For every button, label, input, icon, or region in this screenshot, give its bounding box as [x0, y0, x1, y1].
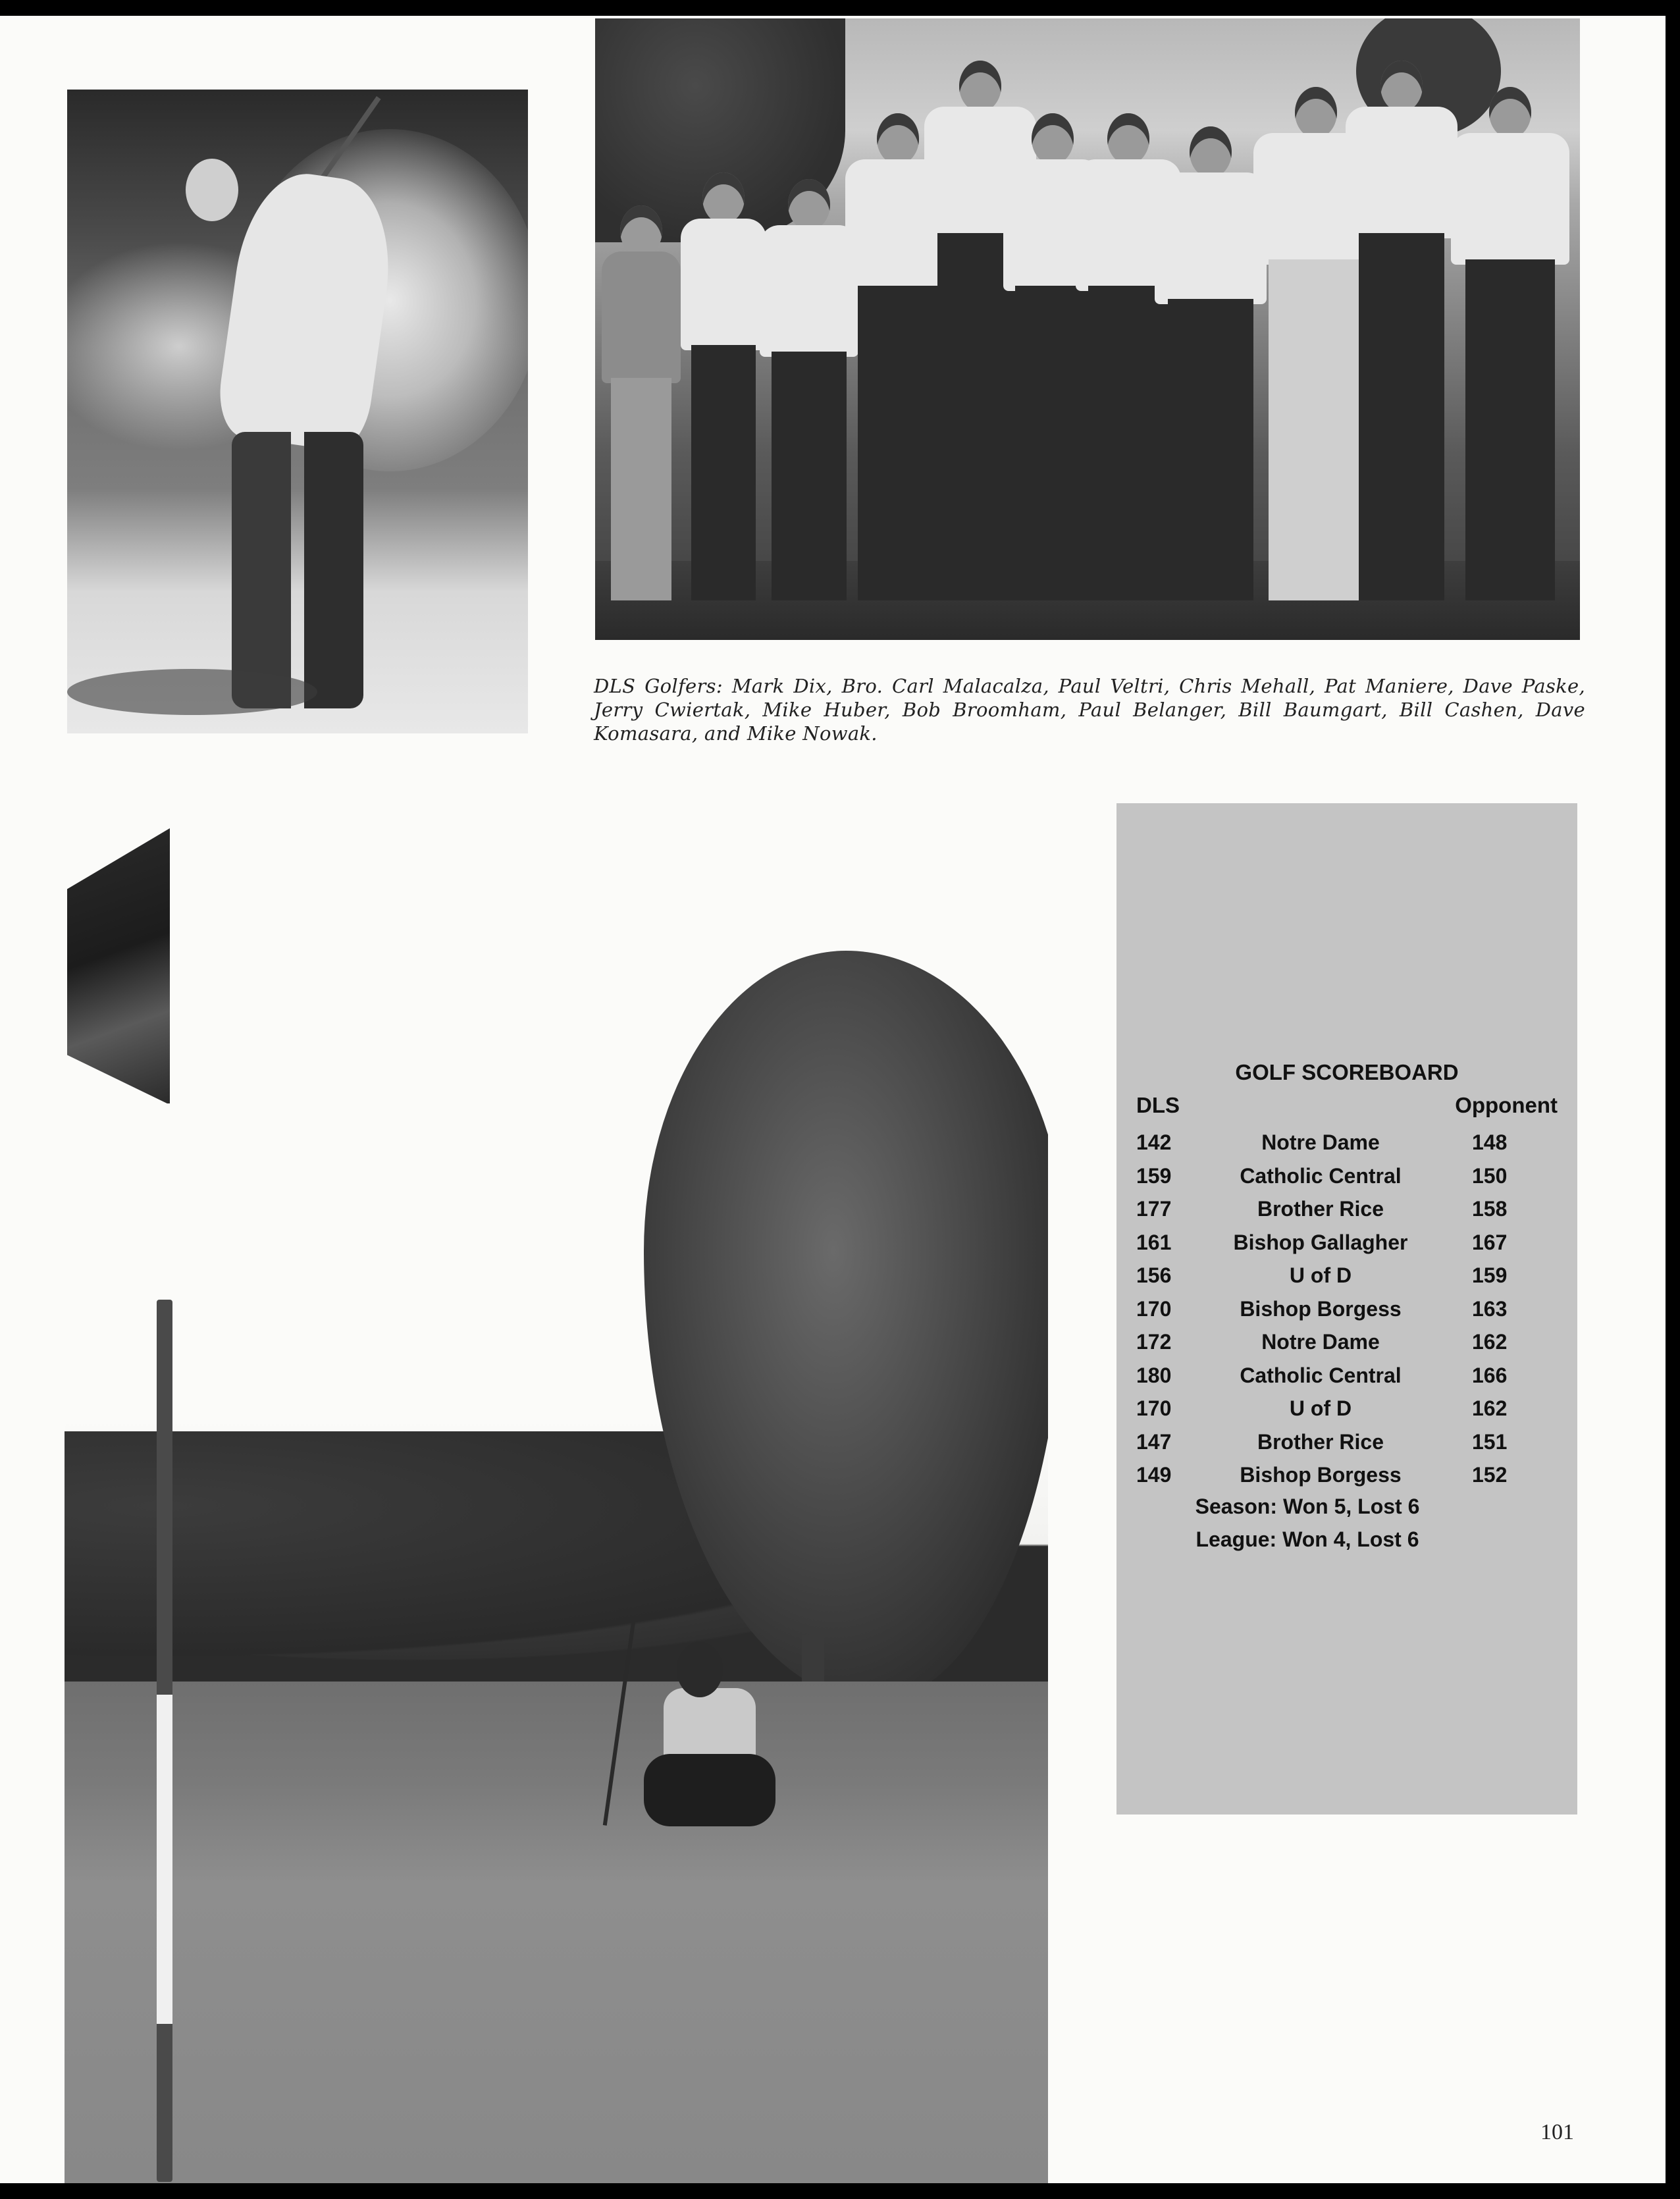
- team-member-shirt: [1451, 133, 1569, 265]
- team-member-shirt: [1155, 172, 1267, 304]
- opponent-score: 166: [1472, 1363, 1508, 1387]
- team-member-head: [877, 113, 919, 165]
- dls-score: 156: [1136, 1263, 1172, 1287]
- team-member-shirt: [681, 219, 766, 350]
- dls-score: 170: [1136, 1296, 1172, 1321]
- opponent-name: Brother Rice: [1257, 1429, 1384, 1454]
- dls-score: 170: [1136, 1396, 1172, 1420]
- team-member: [1346, 61, 1457, 600]
- opponent-name: Catholic Central: [1240, 1163, 1402, 1188]
- team-member: [1155, 126, 1267, 600]
- dls-score: 159: [1136, 1163, 1172, 1188]
- sand-trap-golfer-photo: [67, 90, 528, 733]
- team-member-head: [702, 172, 745, 224]
- opponent-name: U of D: [1289, 1263, 1352, 1287]
- score-row: [1136, 1259, 1558, 1292]
- opponent-score: 162: [1472, 1330, 1508, 1354]
- putting-green-photo: [65, 951, 1048, 2183]
- team-member-shirt: [602, 252, 681, 383]
- header-dls: DLS: [1136, 1093, 1180, 1117]
- scoreboard-title: GOLF SCOREBOARD: [1235, 1060, 1459, 1084]
- golfer-head: [186, 159, 238, 221]
- score-row: [1136, 1425, 1558, 1459]
- score-row: [1136, 1292, 1558, 1326]
- yearbook-page: [0, 16, 1666, 2183]
- score-row: [1136, 1392, 1558, 1425]
- team-member-head: [788, 179, 830, 230]
- team-member: [760, 179, 858, 600]
- team-member-pants: [1359, 233, 1444, 600]
- golfer-legs: [644, 1754, 775, 1826]
- team-member-pants: [611, 378, 671, 600]
- team-member-head: [959, 61, 1001, 112]
- team-group-photo: [595, 18, 1580, 640]
- opponent-score: 159: [1472, 1263, 1508, 1287]
- dls-score: 177: [1136, 1197, 1172, 1221]
- photo-caption: DLS Golfers: Mark Dix, Bro. Carl Malacalza, Paul Veltri, Chris Mehall, Pat Maniere, Dave Paske, Jerry Cwiertak, Mike Huber, Bob Broomham, Paul Belanger, Bill Baumgart, Bill Cashen, Dave Komasara, and Mike Nowak.: [594, 675, 1585, 745]
- score-row: [1136, 1126, 1558, 1159]
- team-member-pants: [691, 345, 756, 600]
- opponent-name: Brother Rice: [1257, 1197, 1384, 1221]
- opponent-score: 148: [1472, 1130, 1508, 1154]
- scoreboard-rows: [1136, 1126, 1558, 1492]
- dls-score: 142: [1136, 1130, 1172, 1154]
- team-member-head: [1489, 87, 1531, 138]
- team-member-pants: [1465, 259, 1556, 600]
- league-record: League: Won 4, Lost 6: [1195, 1527, 1419, 1551]
- score-row: [1136, 1192, 1558, 1226]
- header-opponent: Opponent: [1455, 1093, 1558, 1117]
- opponent-name: Bishop Gallagher: [1233, 1230, 1408, 1254]
- green-grass: [65, 1682, 1048, 2183]
- team-member-shirt: [760, 225, 858, 357]
- team-member-head: [1190, 126, 1232, 178]
- team-member-shirt: [1346, 107, 1457, 238]
- dls-score: 149: [1136, 1463, 1172, 1487]
- score-row: [1136, 1226, 1558, 1259]
- team-member-head: [1380, 61, 1423, 112]
- putter: [603, 1616, 636, 1826]
- opponent-name: Bishop Borgess: [1240, 1463, 1402, 1487]
- opponent-score: 152: [1472, 1463, 1508, 1487]
- opponent-score: 158: [1472, 1197, 1508, 1221]
- team-member: [1451, 87, 1569, 600]
- season-record: Season: Won 5, Lost 6: [1195, 1495, 1420, 1518]
- dls-score: 180: [1136, 1363, 1172, 1387]
- opponent-score: 151: [1472, 1429, 1508, 1454]
- team-member-head: [1032, 113, 1074, 165]
- opponent-score: 162: [1472, 1396, 1508, 1420]
- score-row: [1136, 1159, 1558, 1193]
- dls-score: 147: [1136, 1429, 1172, 1454]
- golf-scoreboard: [1116, 803, 1577, 1815]
- dls-score: 161: [1136, 1230, 1172, 1254]
- opponent-name: Catholic Central: [1240, 1363, 1402, 1387]
- dls-score: 172: [1136, 1330, 1172, 1354]
- flag-pin: [157, 1300, 172, 2182]
- flag: [67, 828, 170, 1103]
- page-number: 101: [1540, 2120, 1574, 2144]
- score-row: [1136, 1359, 1558, 1392]
- opponent-name: Notre Dame: [1261, 1130, 1380, 1154]
- opponent-score: 163: [1472, 1296, 1508, 1321]
- golfer-head: [677, 1642, 723, 1697]
- opponent-name: Notre Dame: [1261, 1330, 1380, 1354]
- crouching-golfer: [604, 1642, 802, 1840]
- team-member: [681, 172, 766, 600]
- team-member-pants: [772, 352, 847, 600]
- team-member-head: [1295, 87, 1337, 138]
- opponent-score: 167: [1472, 1230, 1508, 1254]
- opponent-name: Bishop Borgess: [1240, 1296, 1402, 1321]
- flag-photo: [67, 828, 170, 1103]
- golfer-shadow: [67, 669, 317, 715]
- team-member: [602, 205, 681, 600]
- team-member-head: [1107, 113, 1149, 165]
- opponent-score: 150: [1472, 1163, 1508, 1188]
- team-member-pants: [1168, 299, 1253, 600]
- score-row: [1136, 1325, 1558, 1359]
- team-member-head: [620, 205, 662, 257]
- opponent-name: U of D: [1289, 1396, 1352, 1420]
- golfer-legs: [232, 432, 363, 708]
- score-row: [1136, 1458, 1558, 1492]
